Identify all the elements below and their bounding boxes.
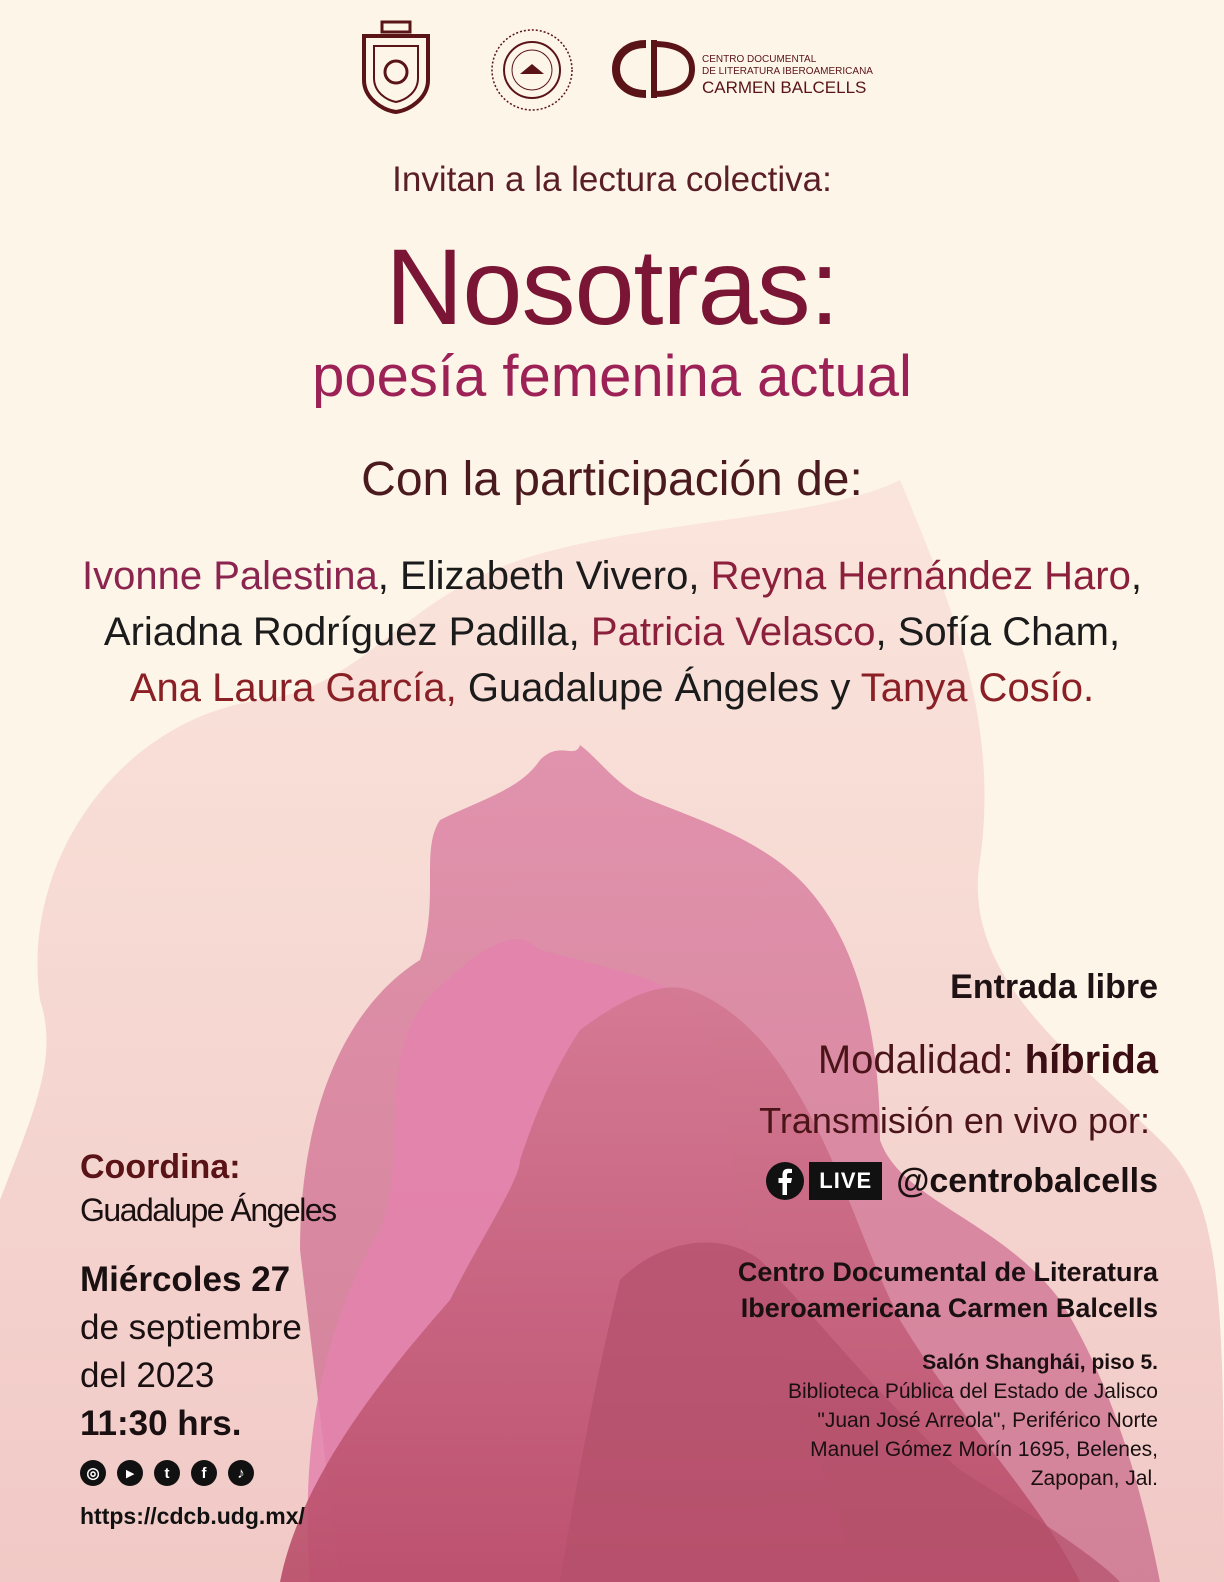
- entrada-libre: Entrada libre: [950, 968, 1158, 1006]
- siubiudg-seal-logo: [488, 26, 576, 114]
- date-month: de septiembre: [80, 1308, 302, 1347]
- invite-text: Invitan a la lectura colectiva:: [392, 160, 832, 199]
- social-icons: [80, 1460, 254, 1486]
- transmision-label: Transmisión en vivo por:: [759, 1100, 1150, 1141]
- address-line: "Juan José Arreola", Periférico Norte: [817, 1409, 1158, 1432]
- separator: ,: [688, 554, 711, 598]
- live-label: LIVE: [809, 1162, 882, 1200]
- facebook-icon: [765, 1161, 805, 1201]
- participants-list: [30, 548, 1194, 716]
- cdcb-logo-text: [702, 54, 873, 98]
- facebook-icon[interactable]: f: [191, 1460, 217, 1486]
- modalidad-value: híbrida: [1024, 1038, 1158, 1082]
- venue-institution: [738, 1254, 1158, 1326]
- modalidad-label: Modalidad:: [817, 1038, 1025, 1082]
- address-line: Zapopan, Jal.: [1030, 1467, 1158, 1490]
- event-time: 11:30 hrs.: [80, 1404, 242, 1443]
- udg-shield-logo: [360, 20, 432, 114]
- logos-row: [0, 18, 1224, 118]
- participant-name: Sofía Cham: [897, 610, 1109, 654]
- event-subtitle: poesía femenina actual: [312, 344, 912, 409]
- participant-name: Elizabeth Vivero: [400, 554, 689, 598]
- participant-name: Ana Laura García,: [129, 666, 457, 710]
- separator: ,: [377, 554, 401, 598]
- event-title: Nosotras:: [385, 226, 839, 347]
- live-stream-row: [765, 1155, 1158, 1207]
- separator: ,: [1130, 554, 1142, 598]
- coordinator-name: Guadalupe Ángeles: [80, 1192, 336, 1228]
- instagram-icon[interactable]: ◎: [80, 1460, 106, 1486]
- cdcb-logo-mark: [610, 36, 700, 102]
- separator: [457, 666, 468, 710]
- cdcb-logo-line1: CENTRO DOCUMENTAL: [702, 54, 817, 65]
- cdcb-logo-line3: CARMEN BALCELLS: [702, 78, 867, 97]
- salon-name: Salón Shanghái, piso 5.: [922, 1351, 1158, 1374]
- participant-name: Guadalupe Ángeles y: [467, 666, 851, 710]
- separator: ,: [568, 610, 591, 654]
- coordina-label: Coordina:: [80, 1148, 241, 1186]
- address-line: Manuel Gómez Morín 1695, Belenes,: [810, 1438, 1158, 1461]
- event-date: [80, 1256, 302, 1448]
- participant-name: Ivonne Palestina: [82, 554, 378, 598]
- twitter-icon[interactable]: t: [154, 1460, 180, 1486]
- participant-name: Reyna Hernández Haro: [710, 554, 1131, 598]
- participant-name: Tanya Cosío.: [860, 666, 1095, 710]
- venue-institution-line1: Centro Documental de Literatura: [737, 1257, 1158, 1287]
- separator: [850, 666, 860, 710]
- date-day: Miércoles 27: [80, 1260, 291, 1299]
- website-url[interactable]: https://cdcb.udg.mx/: [80, 1503, 305, 1529]
- modalidad: [818, 1038, 1158, 1083]
- venue-address: [788, 1348, 1158, 1493]
- separator: ,: [1108, 610, 1121, 654]
- tiktok-icon[interactable]: ♪: [228, 1460, 254, 1486]
- venue-institution-line2: Iberoamericana Carmen Balcells: [740, 1293, 1158, 1323]
- youtube-icon[interactable]: ▸: [117, 1460, 143, 1486]
- date-year: del 2023: [80, 1356, 215, 1395]
- address-line: Biblioteca Pública del Estado de Jalisco: [787, 1380, 1158, 1403]
- separator: ,: [875, 610, 898, 654]
- participation-heading: Con la participación de:: [361, 453, 863, 506]
- participant-name: Patricia Velasco: [590, 610, 876, 654]
- cdcb-logo-line2: DE LITERATURA IBEROAMERICANA: [702, 66, 873, 77]
- participant-name: Ariadna Rodríguez Padilla: [103, 610, 569, 654]
- facebook-live-badge[interactable]: [765, 1161, 882, 1201]
- social-handle[interactable]: @centrobalcells: [896, 1161, 1158, 1200]
